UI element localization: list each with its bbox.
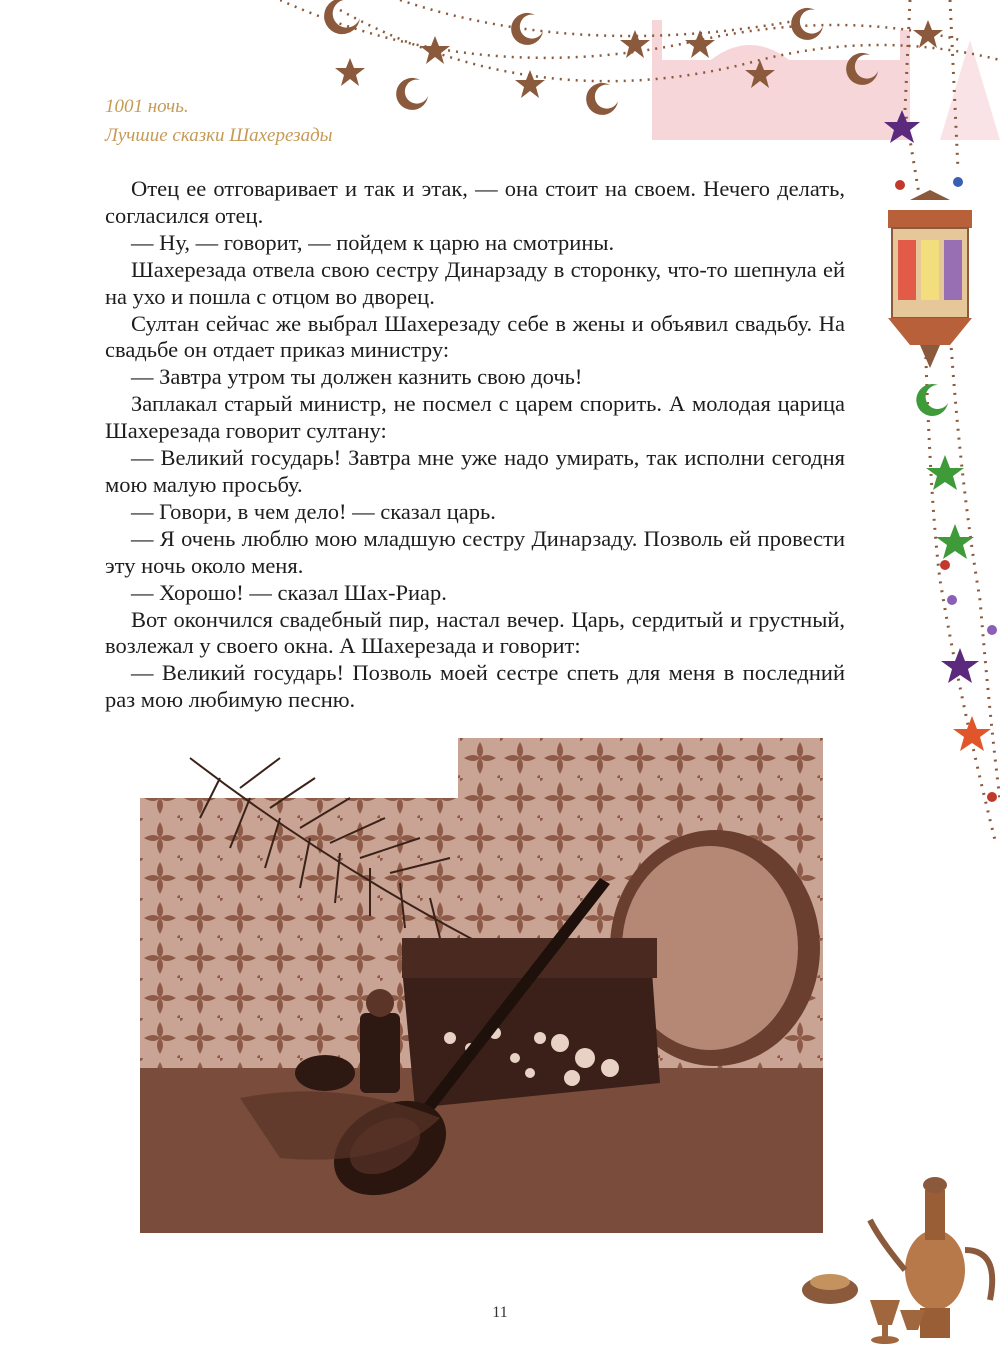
star-icon (335, 58, 365, 86)
illustration-still-life (140, 738, 823, 1233)
moon-icon (791, 8, 823, 40)
star-icon (953, 716, 991, 751)
paragraph: Вот окончился свадебный пир, настал вечер. Царь, сердитый и грустный, возлежал у своего окна. А Шахерезада и говорит: (105, 606, 845, 659)
paragraph: — Я очень люблю мою младшую сестру Динарзаду. Позволь ей провести эту ночь около меня. (105, 525, 845, 578)
moon-icon (511, 13, 543, 45)
star-icon (420, 36, 450, 64)
paragraph: Шахерезада отвела свою сестру Динарзаду в сторонку, что-то шепнула ей на ухо и пошла с отцом во дворец. (105, 256, 845, 309)
jewelry-chest (402, 938, 660, 1108)
moon-icon (396, 78, 428, 110)
star-icon (685, 30, 715, 58)
page-number: 11 (492, 1304, 508, 1321)
book-title: 1001 ночь. (105, 96, 189, 117)
moon-icon (916, 384, 948, 416)
lantern-icon (888, 190, 972, 368)
paragraph: — Великий государь! Завтра мне уже надо умирать, так исполни сегодня мою малую просьбу. (105, 445, 845, 497)
decorative-garland-right (860, 0, 1000, 860)
star-icon (515, 70, 545, 98)
book-subtitle: Лучшие сказки Шахерезады (105, 125, 333, 146)
paragraph: Султан сейчас же выбрал Шахерезаду себе в жены и объявил свадьбу. На свадьбе он отдает приказ министру: (105, 310, 845, 363)
moon-icon (586, 83, 618, 115)
star-icon (884, 110, 920, 143)
star-icon (941, 648, 979, 683)
paragraph: — Завтра утром ты должен казнить свою дочь! (131, 364, 583, 390)
paragraph: — Ну, — говорит, — пойдем к царю на смотрины. (131, 229, 615, 255)
paragraph: — Великий государь! Позволь моей сестре спеть для меня в последний раз мою любимую песню. (105, 660, 845, 713)
paragraph: Заплакал старый министр, не посмел с царем спорить. А молодая царица Шахерезада говорит султану: (105, 391, 845, 444)
running-header (105, 92, 333, 150)
paragraph: Отец ее отговаривает и так и этак, — она стоит на своем. Нечего делать, согласился отец. (105, 176, 845, 228)
paragraph: — Хорошо! — сказал Шах-Риар. (131, 579, 447, 605)
paragraph: — Говори, в чем дело! — сказал царь. (131, 498, 496, 524)
body-text (105, 176, 845, 714)
